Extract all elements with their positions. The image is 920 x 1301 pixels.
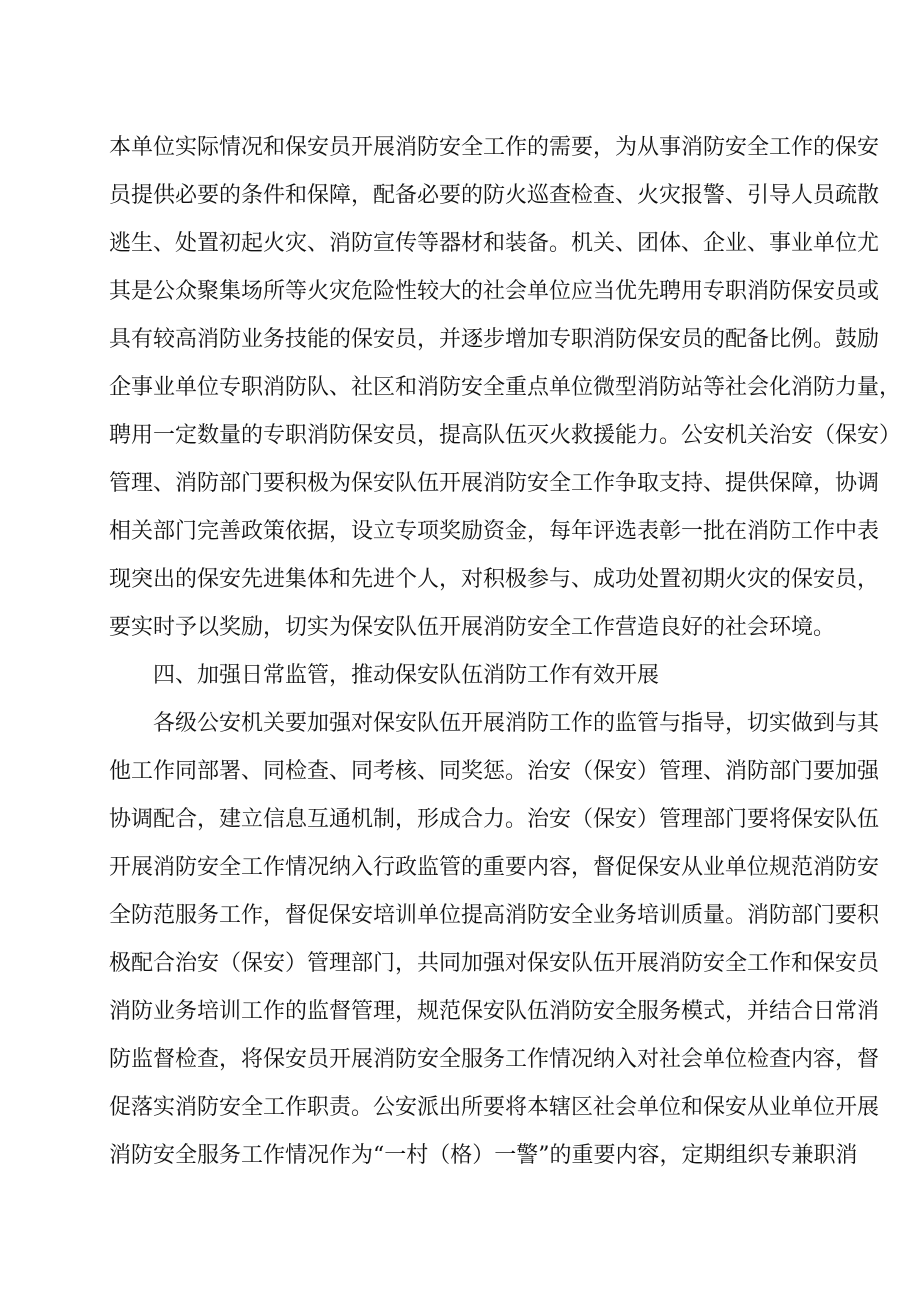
paragraph-line: 本单位实际情况和保安员开展消防安全工作的需要，为从事消防安全工作的保安 (109, 135, 880, 160)
paragraph-line: 相关部门完善政策依据，设立专项奖励资金，每年评选表彰一批在消防工作中表 (109, 519, 880, 544)
paragraph-line: 其是公众聚集场所等火灾危险性较大的社会单位应当优先聘用专职消防保安员或 (109, 279, 880, 304)
paragraph-line: 极配合治安（保安）管理部门，共同加强对保安队伍开展消防安全工作和保安员 (109, 951, 880, 976)
paragraph-line: 促落实消防安全工作职责。公安派出所要将本辖区社会单位和保安从业单位开展 (109, 1095, 880, 1120)
section-heading: 四、加强日常监管，推动保安队伍消防工作有效开展 (153, 663, 660, 688)
paragraph-line: 企事业单位专职消防队、社区和消防安全重点单位微型消防站等社会化消防力量， (109, 375, 902, 400)
paragraph-line: 现突出的保安先进集体和先进个人，对积极参与、成功处置初期火灾的保安员， (109, 567, 880, 592)
paragraph-line: 各级公安机关要加强对保安队伍开展消防工作的监管与指导，切实做到与其 (153, 711, 880, 736)
paragraph-line: 协调配合，建立信息互通机制，形成合力。治安（保安）管理部门要将保安队伍 (109, 807, 880, 832)
paragraph-line: 员提供必要的条件和保障，配备必要的防火巡查检查、火灾报警、引导人员疏散 (109, 183, 880, 208)
paragraph-line: 管理、消防部门要积极为保安队伍开展消防安全工作争取支持、提供保障，协调 (109, 471, 880, 496)
paragraph-line: 聘用一定数量的专职消防保安员，提高队伍灭火救援能力。公安机关治安（保安） (109, 423, 902, 448)
paragraph-line: 消防业务培训工作的监督管理，规范保安队伍消防安全服务模式，并结合日常消 (109, 999, 880, 1024)
paragraph-line: 逃生、处置初起火灾、消防宣传等器材和装备。机关、团体、企业、事业单位尤 (109, 231, 880, 256)
paragraph-line: 全防范服务工作，督促保安培训单位提高消防安全业务培训质量。消防部门要积 (109, 903, 880, 928)
paragraph-line: 开展消防安全工作情况纳入行政监管的重要内容，督促保安从业单位规范消防安 (109, 855, 880, 880)
paragraph-line: 具有较高消防业务技能的保安员，并逐步增加专职消防保安员的配备比例。鼓励 (109, 327, 880, 352)
paragraph-line: 防监督检查，将保安员开展消防安全服务工作情况纳入对社会单位检查内容，督 (109, 1047, 880, 1072)
paragraph-line: 他工作同部署、同检查、同考核、同奖惩。治安（保安）管理、消防部门要加强 (109, 759, 880, 784)
paragraph-line: 消防安全服务工作情况作为“一村（格）一警”的重要内容，定期组织专兼职消 (109, 1143, 858, 1168)
paragraph-line: 要实时予以奖励，切实为保安队伍开展消防安全工作营造良好的社会环境。 (109, 615, 836, 640)
